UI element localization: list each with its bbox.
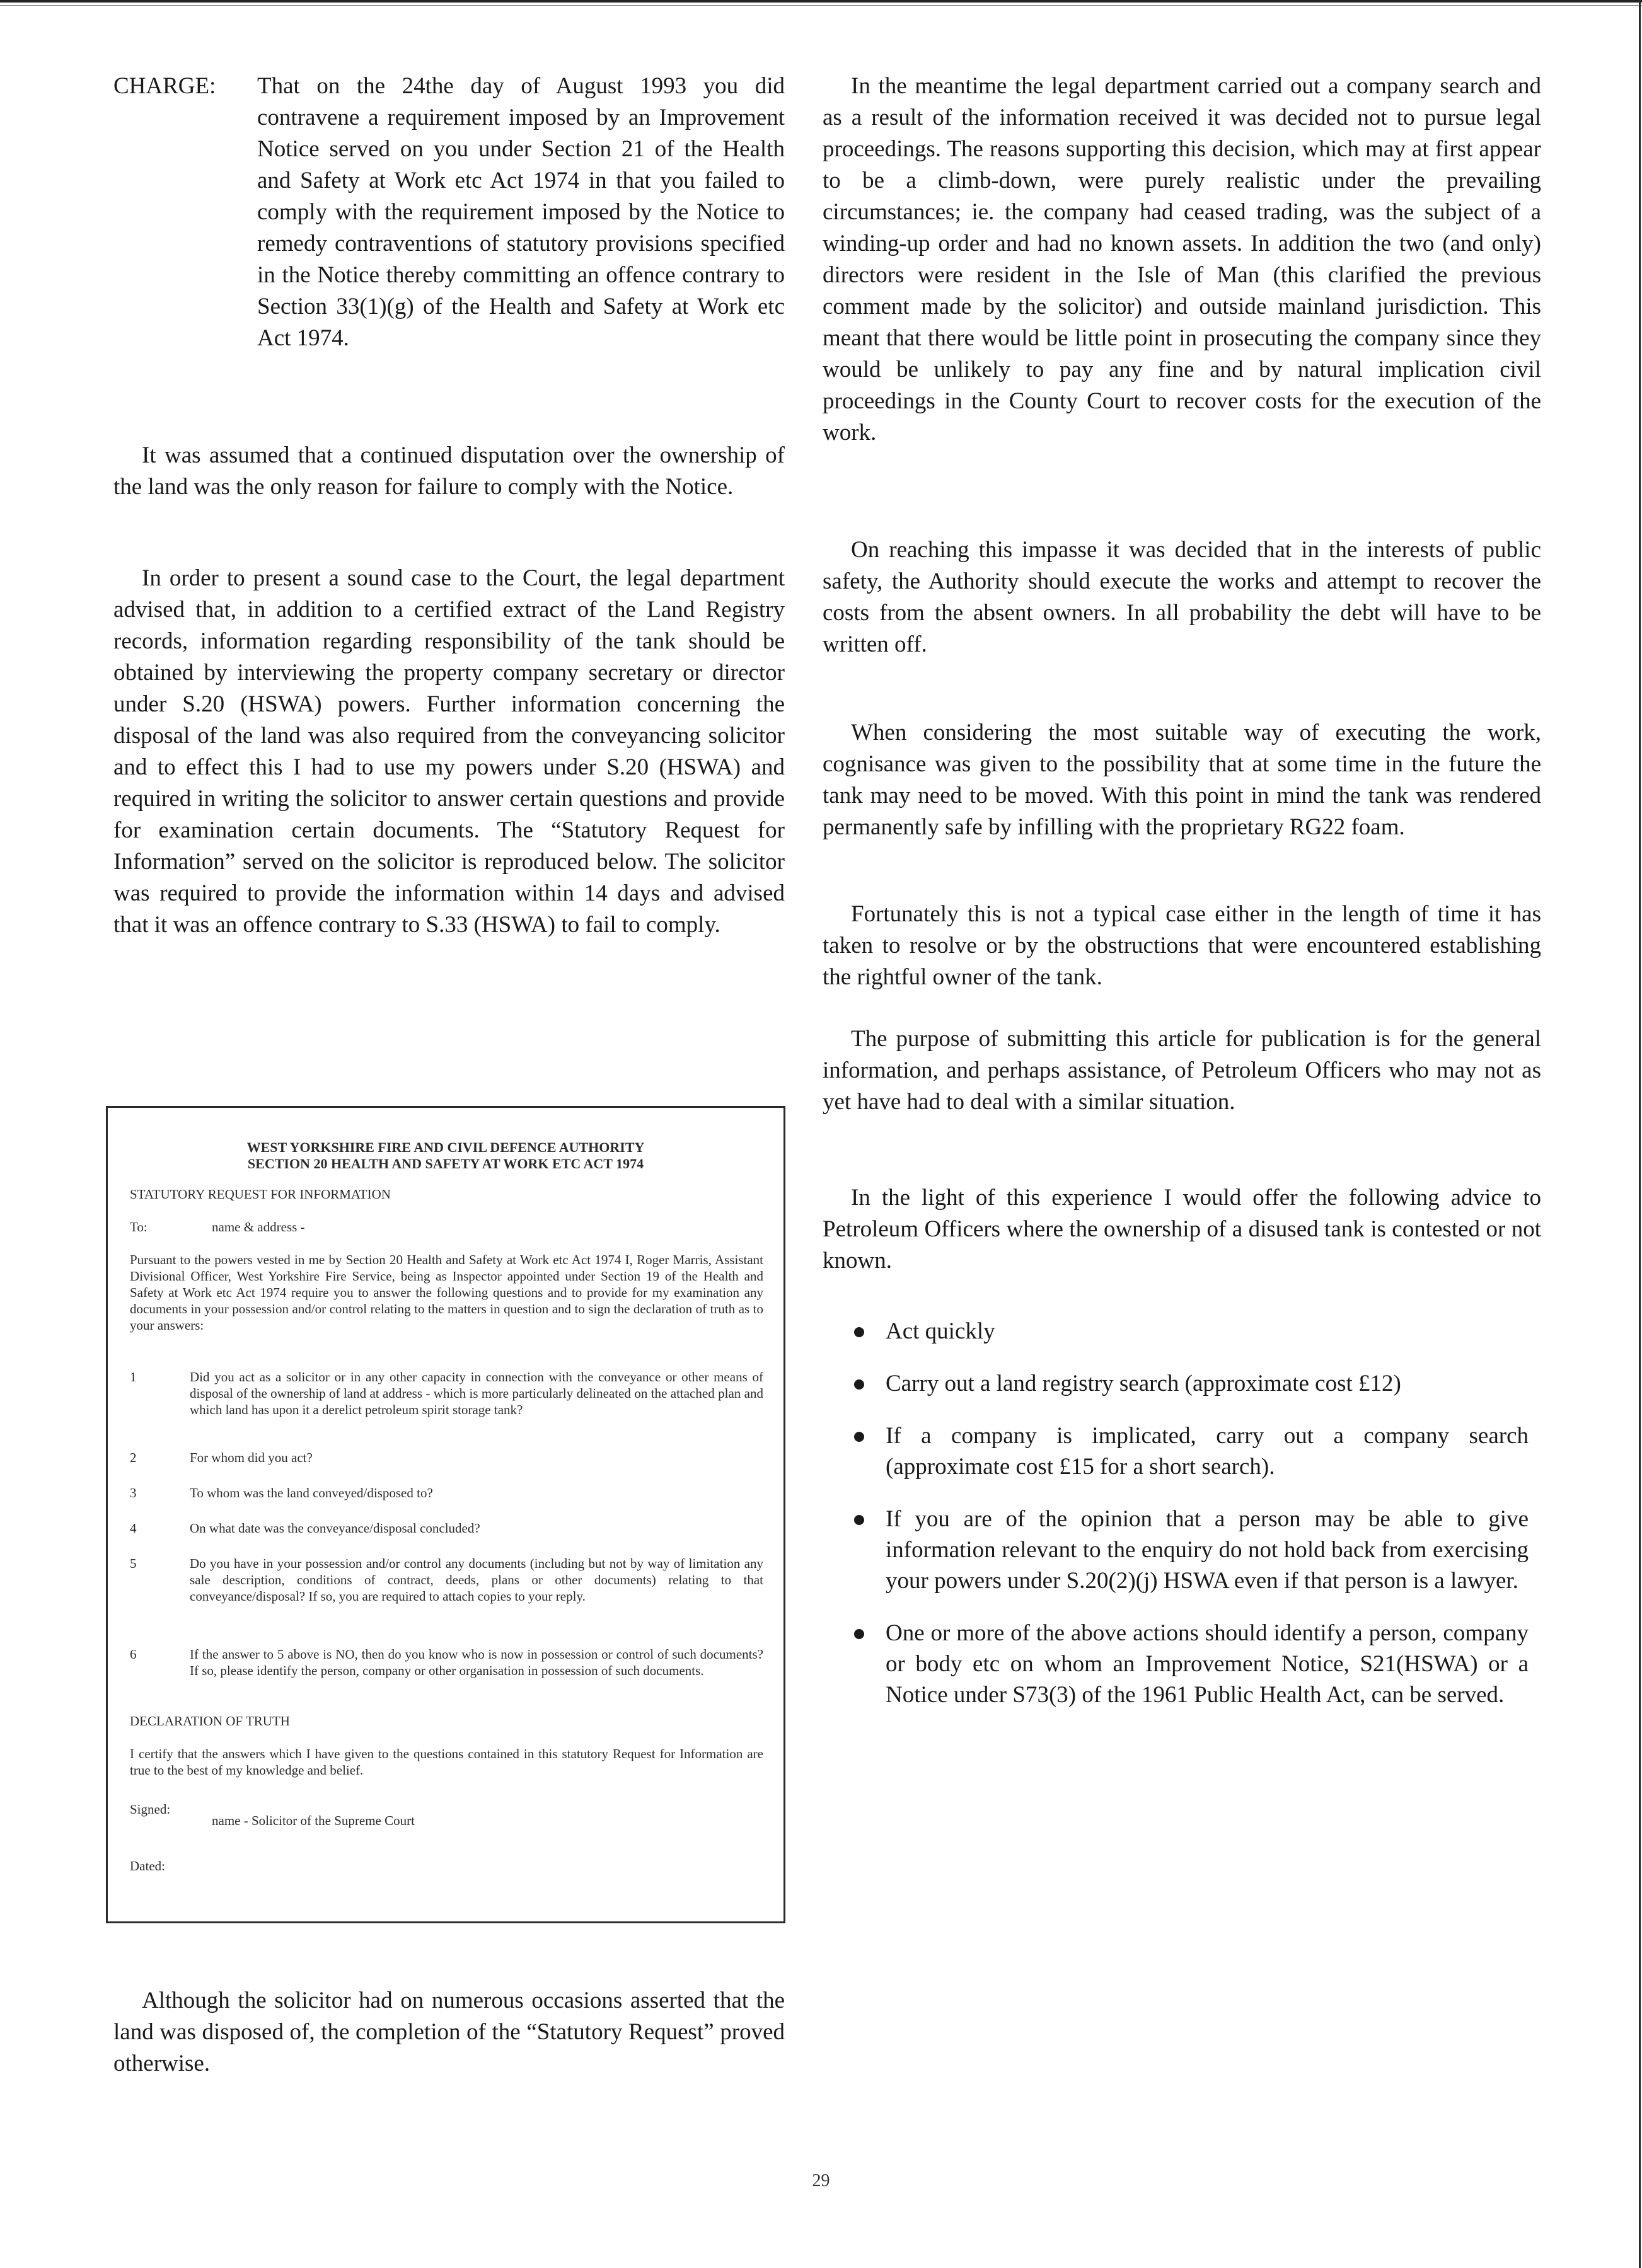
after-form-paragraph: Although the solicitor had on numerous occasions asserted that the land was disposed of, the completion of the “Statutory Request” proved otherwise. — [113, 1988, 785, 2076]
dated-label: Dated: — [130, 1858, 165, 1874]
right-paragraph-6: In the light of this experience I would offer the following advice to Petroleum Officers where the ownership of a disused tank is contested or not known. — [823, 1185, 1541, 1274]
advice-bullet-item — [854, 1420, 1529, 1482]
advice-bullet-item — [854, 1316, 1529, 1347]
question-text: Do you have in your possession and/or control any documents (including but not by way of limitation any sale description, conditions of contract, deeds, plans or other documents) relating to that conveyance/disposal? If so, you are required to attach copies to your reply. — [190, 1556, 763, 1604]
form-title-line1: WEST YORKSHIRE FIRE AND CIVIL DEFENCE AUTHORITY — [246, 1139, 645, 1155]
bullet-dot-icon — [854, 1629, 864, 1639]
question-number: 3 — [130, 1485, 137, 1500]
right-paragraph-6-block — [823, 1182, 1541, 1277]
form-intro: Pursuant to the powers vested in me by Section 20 Health and Safety at Work etc Act 1974 I, Roger Marris, Assistant Divisional Officer, West Yorkshire Fire Service, being as Inspector appointed under Section 19 of the Health and Safety at Work etc Act 1974 require you to answer the following questions and to provide for my examination any documents in your possession and/or control relating to the matters in question and to sign the declaration of truth as to your answers: — [130, 1252, 763, 1333]
right-paragraph-2: On reaching this impasse it was decided that in the interests of public safety, the Authority should execute the works and attempt to recover the costs from the absent owners. In all probability the debt will have to be written off. — [823, 537, 1541, 657]
signed-row — [130, 1801, 760, 1828]
right-paragraph-4: Fortunately this is not a typical case either in the length of time it has taken to resolve or by the obstructions that were encountered establishing the rightful owner of the tank. — [823, 901, 1541, 990]
question-number: 2 — [130, 1450, 137, 1465]
advice-bullet-text: If you are of the opinion that a person may be able to give information relevant to the enquiry do not hold back from exercising your powers under S.20(2)(j) HSWA even if that person is a lawyer. — [886, 1506, 1529, 1594]
form-to-row — [130, 1219, 760, 1235]
signed-label: Signed: — [130, 1802, 171, 1817]
right-paragraph-3: When considering the most suitable way of executing the work, cognisance was given to the possibility that at some time in the future the tank may need to be moved. With this point in mind the tank was rendered permanently safe by infilling with the proprietary RG22 foam. — [823, 720, 1541, 840]
advice-bullet-text: Act quickly — [886, 1318, 995, 1344]
right-paragraph-2-block — [823, 534, 1541, 660]
question-text: If the answer to 5 above is NO, then do you know who is now in possession or control of such documents? If so, please identify the person, company or other organisation in possession of such documents. — [190, 1647, 763, 1678]
advice-bullet-text: If a company is implicated, carry out a company search (approximate cost £15 for a short search). — [886, 1423, 1529, 1480]
declaration-text: I certify that the answers which I have given to the questions contained in this statutory Request for Information are true to the best of my knowledge and belief. — [130, 1746, 763, 1778]
top-rule-thin — [0, 5, 1642, 6]
signed-value: name - Solicitor of the Supreme Court — [212, 1813, 415, 1828]
question-text: For whom did you act? — [190, 1450, 313, 1465]
bullet-dot-icon — [854, 1327, 864, 1337]
advice-bullet-list — [854, 1316, 1529, 1732]
charge-label: CHARGE: — [113, 73, 216, 99]
advice-bullet-text: Carry out a land registry search (approximate cost £12) — [886, 1371, 1401, 1396]
right-paragraph-1-block — [823, 71, 1541, 449]
right-paragraph-1: In the meantime the legal department carried out a company search and as a result of the information received it was decided not to pursue legal proceedings. The reasons supporting this decision, which may at first appear to be a climb-down, were purely realistic under the prevailing circumstances; ie. the company had ceased trading, was the subject of a winding-up order and had no known assets. In addition the two (and only) directors were resident in the Isle of Man (this clarified the previous comment made by the solicitor) and outside mainland jurisdiction. This meant that there would be little point in prosecuting the company since they would be unlikely to pay any fine and by natural implication civil proceedings in the County Court to recover costs for the execution of the work. — [823, 73, 1541, 446]
declaration-heading: DECLARATION OF TRUTH — [130, 1713, 290, 1729]
right-paragraph-3-block — [823, 717, 1541, 843]
advice-bullet-item — [854, 1368, 1529, 1399]
form-to-value: name & address - — [212, 1219, 305, 1235]
charge-text: That on the 24the day of August 1993 you did contravene a requirement imposed by an Improvement Notice served on you under Section 21 of the Health and Safety at Work etc Act 1974 in that you failed to comply with the requirement imposed by the Notice to remedy contraventions of statutory provisions specified in the Notice thereby committing an offence contrary to Section 33(1)(g) of the Health and Safety at Work etc Act 1974. — [257, 73, 785, 351]
form-heading: STATUTORY REQUEST FOR INFORMATION — [130, 1187, 391, 1202]
left-paragraph-2-block — [113, 563, 785, 941]
form-title-line2: SECTION 20 HEALTH AND SAFETY AT WORK ETC ACT 1974 — [247, 1156, 644, 1171]
bullet-dot-icon — [854, 1432, 864, 1442]
question-number: 4 — [130, 1521, 137, 1536]
right-paragraph-5: The purpose of submitting this article for publication is for the general information, and perhaps assistance, of Petroleum Officers who may not as yet have had to deal with a similar situation. — [823, 1026, 1541, 1115]
question-text: Did you act as a solicitor or in any other capacity in connection with the conveyance or other means of disposal of the ownership of land at address - which is more particularly delineated on the attached plan and which land has upon it a derelict petroleum spirit storage tank? — [190, 1369, 763, 1417]
bullet-dot-icon — [854, 1515, 864, 1525]
question-number: 6 — [130, 1647, 137, 1662]
advice-bullet-item — [854, 1618, 1529, 1710]
left-paragraph-1: It was assumed that a continued disputation over the ownership of the land was the only reason for failure to comply with the Notice. — [113, 442, 785, 500]
left-paragraph-1-block — [113, 440, 785, 503]
right-paragraph-4-block — [823, 899, 1541, 993]
left-paragraph-2: In order to present a sound case to the Court, the legal department advised that, in addition to a certified extract of the Land Registry records, information regarding responsibility of the tank should be obtained by interviewing the property company secretary or director under S.20 (HSWA) powers. Further information concerning the disposal of the land was also required from the conveyancing solicitor and to effect this I had to use my powers under S.20 (HSWA) and required in writing the solicitor to answer certain questions and provide for examination certain documents. The “Statutory Request for Information” served on the solicitor is reproduced below. The solicitor was required to provide the information within 14 days and advised that it was an offence contrary to S.33 (HSWA) to fail to comply. — [113, 565, 785, 938]
question-number: 5 — [130, 1556, 137, 1571]
question-text: On what date was the conveyance/disposal concluded? — [190, 1521, 480, 1536]
bullet-dot-icon — [854, 1379, 864, 1390]
right-edge-rule — [1639, 0, 1641, 2268]
right-paragraph-5-block — [823, 1023, 1541, 1118]
question-text: To whom was the land conveyed/disposed to? — [190, 1485, 433, 1500]
statutory-request-form — [106, 1106, 785, 1923]
advice-bullet-item — [854, 1504, 1529, 1596]
question-number: 1 — [130, 1369, 137, 1384]
page-number: 29 — [812, 2171, 830, 2190]
after-form-paragraph-block — [113, 1985, 785, 2080]
advice-bullet-text: One or more of the above actions should identify a person, company or body etc on whom an Improvement Notice, S21(HSWA) or a Notice under S73(3) of the 1961 Public Health Act, can be served. — [886, 1620, 1529, 1708]
top-rule — [0, 0, 1642, 3]
form-to-label: To: — [130, 1219, 147, 1235]
